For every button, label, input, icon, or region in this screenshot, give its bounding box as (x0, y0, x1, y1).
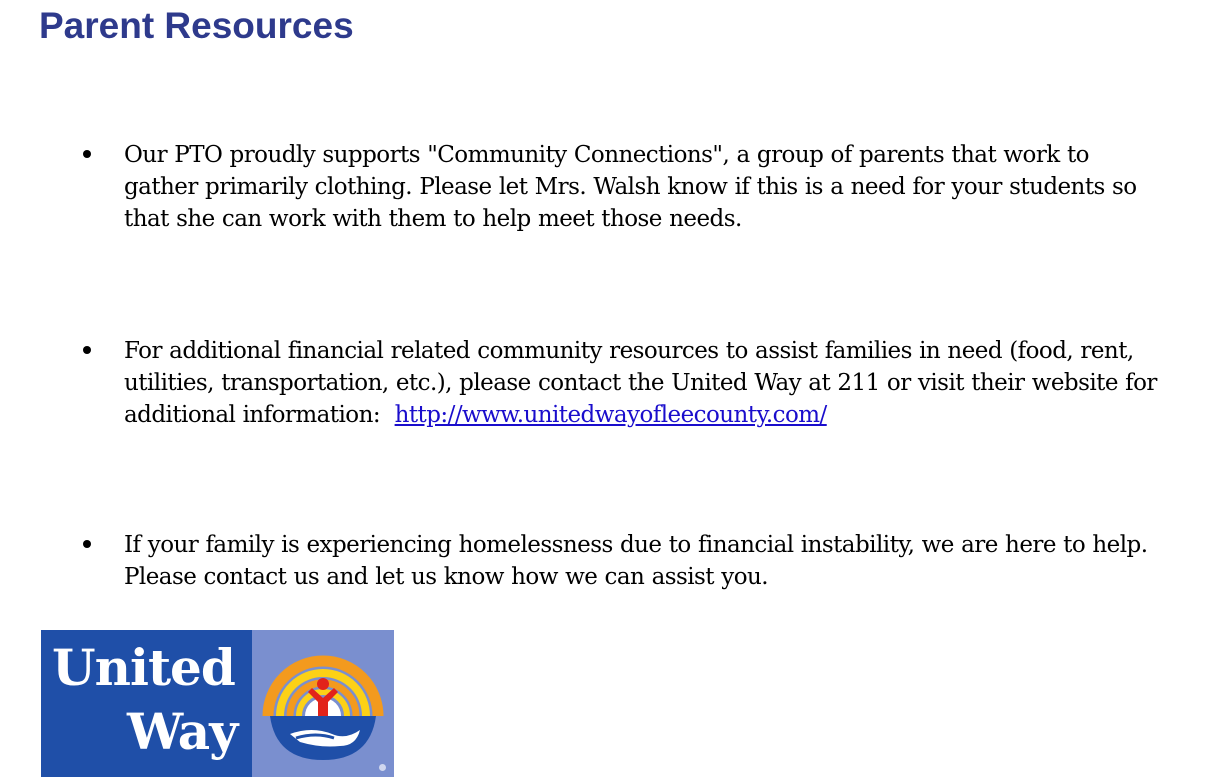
bullet-text (124, 335, 1164, 431)
bullet-icon (83, 540, 91, 548)
logo-wordmark (41, 630, 252, 777)
logo-word-way: Way (127, 702, 238, 761)
united-way-logo (41, 630, 394, 777)
bullet-text-body: Our PTO proudly supports "Community Connections", a group of parents that work to gather primarily clothing. Please let Mrs. Walsh know if this is a need for your students so that she can work with them to help meet those needs. (124, 142, 1137, 232)
bullet-icon (83, 150, 91, 158)
logo-emblem (252, 630, 394, 777)
logo-word-united: United (52, 638, 235, 697)
page-title: Parent Resources (39, 5, 354, 46)
registered-mark-icon (379, 764, 386, 771)
bullet-text-body: For additional financial related community resources to assist families in need (food, rent, utilities, transportation, etc.), please contact the United Way at 211 or visit their website for additional information: (124, 338, 1165, 428)
united-way-hand-rainbow-icon (260, 638, 386, 770)
united-way-link[interactable]: http://www.unitedwayofleecounty.com/ (394, 402, 827, 428)
bullet-text-body: If your family is experiencing homelessness due to financial instability, we are here to help. Please contact us and let us know how we can assist you. (124, 532, 1162, 590)
bullet-icon (83, 346, 91, 354)
bullet-text (124, 529, 1164, 593)
bullet-text (124, 139, 1164, 235)
